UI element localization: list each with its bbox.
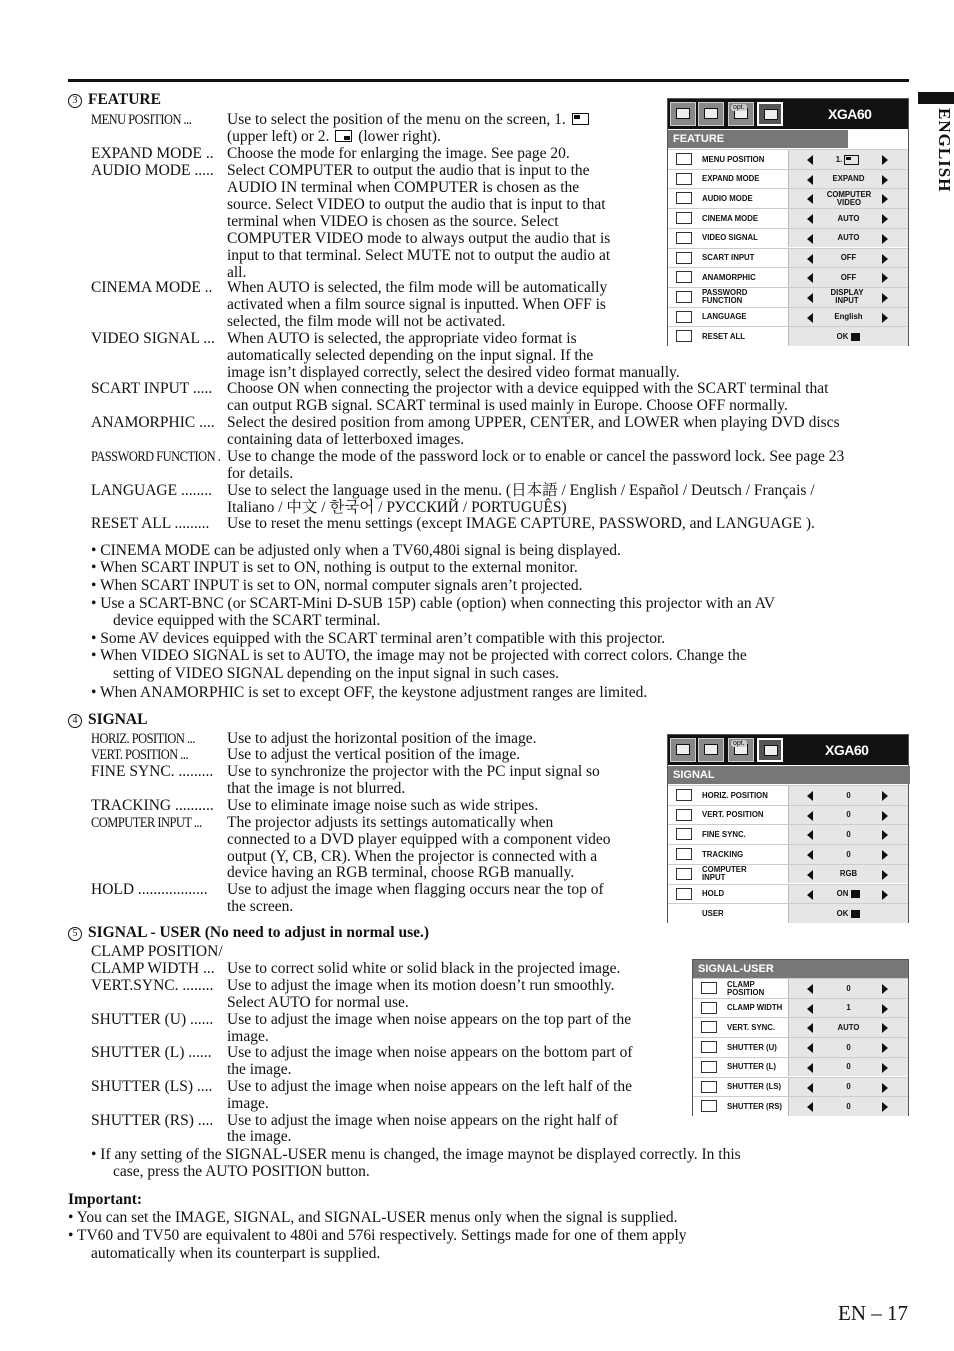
menu-row: HOLD ON <box>668 884 908 904</box>
important-item: automatically when its counterpart is supplied. <box>91 1245 381 1262</box>
signal-user-desc-line: Select AUTO for normal use. <box>227 994 409 1011</box>
signal-user-heading <box>68 924 429 942</box>
menu-row: CLAMP POSITION 0 <box>693 978 908 998</box>
shutter-ls-icon <box>701 1081 717 1093</box>
feature-term-language: LANGUAGE ........ <box>91 482 212 499</box>
feature-desc-line: all. <box>227 264 247 281</box>
upper-left-position-icon <box>572 113 589 125</box>
menu-row: CLAMP WIDTH 1 <box>693 998 908 1018</box>
feature-desc-line: for details. <box>227 465 294 482</box>
menu-row: MENU POSITION 1. <box>668 149 908 169</box>
feature-term-menu-position: MENU POSITION ... <box>91 112 192 128</box>
menu-title-bar: SIGNAL <box>668 766 910 784</box>
menu-row: SHUTTER (RS) 0 <box>693 1096 908 1116</box>
menu-row: ANAMORPHIC OFF <box>668 267 908 287</box>
installation-icon <box>698 102 724 126</box>
signal-user-desc-line: the image. <box>227 1061 292 1078</box>
feature-tab-icon <box>757 102 783 126</box>
video-signal-icon <box>676 232 692 244</box>
section-number: 4 <box>68 714 82 728</box>
shutter-u-icon <box>701 1041 717 1053</box>
image-adjust-icon <box>670 738 696 762</box>
menu-row: SHUTTER (U) 0 <box>693 1037 908 1057</box>
vert-sync-icon <box>701 1021 717 1033</box>
feature-desc-line: Use to select the language used in the menu. (日本語 / English / Español / Deutsch / Français / <box>227 482 815 499</box>
feature-title: FEATURE <box>88 91 161 108</box>
important-item: • TV60 and TV50 are equivalent to 480i and 576i respectively. Settings made for one of them apply <box>68 1227 687 1244</box>
menu-row: PASSWORD FUNCTION DISPLAY INPUT <box>668 287 908 307</box>
menu-row: RESET ALL OK <box>668 326 908 346</box>
enter-icon <box>851 333 860 341</box>
feature-desc-line: automatically selected depending on the input signal. If the <box>227 347 594 364</box>
signal-user-term-shutter-rs: SHUTTER (RS) .... <box>91 1112 214 1129</box>
menu-row: EXPAND MODE EXPAND <box>668 169 908 189</box>
feature-desc-line: selected, the film mode will not be activated. <box>227 313 506 330</box>
vert-position-icon <box>676 809 692 821</box>
signal-desc-line: Use to adjust the vertical position of the image. <box>227 746 521 763</box>
menu-row: FINE SYNC. 0 <box>668 824 908 844</box>
reset-icon <box>676 330 692 342</box>
signal-user-title: SIGNAL - USER (No need to adjust in normal use.) <box>88 924 430 941</box>
signal-desc-line: Use to adjust the horizontal position of the image. <box>227 730 537 747</box>
anamorphic-icon <box>676 271 692 283</box>
feature-desc-line: Select COMPUTER to output the audio that is input to the <box>227 162 590 179</box>
hold-icon <box>676 888 692 900</box>
signal-user-term-clamp-position: CLAMP POSITION/ <box>91 943 223 960</box>
cinema-mode-icon <box>676 212 692 224</box>
shutter-l-icon <box>701 1061 717 1073</box>
menu-row: LANGUAGE English <box>668 307 908 327</box>
menu-row: SHUTTER (L) 0 <box>693 1057 908 1077</box>
language-tab-label: ENGLISH <box>935 108 954 193</box>
menu-row: CINEMA MODE AUTO <box>668 208 908 228</box>
menu-row: TRACKING 0 <box>668 844 908 864</box>
signal-desc-line: The projector adjusts its settings automatically when <box>227 814 554 831</box>
signal-user-desc-line: Use to correct solid white or solid black in the projected image. <box>227 960 621 977</box>
menu-row: HORIZ. POSITION 0 <box>668 785 908 805</box>
feature-desc-reset-all: Use to reset the menu settings (except IMAGE CAPTURE, PASSWORD, and LANGUAGE ). <box>227 515 815 532</box>
language-icon <box>676 311 692 323</box>
feature-term-anamorphic: ANAMORPHIC .... <box>91 414 215 431</box>
menu-header <box>668 735 908 765</box>
signal-menu-panel <box>667 734 909 923</box>
clamp-width-icon <box>701 1002 717 1014</box>
signal-desc-line: the screen. <box>227 898 294 915</box>
scart-input-icon <box>676 252 692 264</box>
signal-desc-line: that the image is not blurred. <box>227 780 406 797</box>
lock-icon <box>676 291 692 303</box>
signal-term-hold: HOLD .................. <box>91 881 208 898</box>
signal-title: SIGNAL <box>88 711 148 728</box>
signal-user-note: case, press the AUTO POSITION button. <box>113 1163 370 1180</box>
installation-icon <box>698 738 724 762</box>
feature-desc-line: source. Select VIDEO to output the audio that is input to that <box>227 196 606 213</box>
feature-desc-menu-position: Use to select the position of the menu on the screen, 1. <box>227 111 591 128</box>
signal-user-desc-line: image. <box>227 1028 269 1045</box>
section-number: 3 <box>68 94 82 108</box>
page-number: EN – 17 <box>838 1301 908 1325</box>
menu-position-icon <box>676 153 692 165</box>
feature-note: setting of VIDEO SIGNAL depending on the input signal in such cases. <box>113 665 559 682</box>
feature-desc-line: Italiano / 中文 / 한국어 / РУССКИЙ / PORTUGUÊS) <box>227 499 567 516</box>
fine-sync-icon <box>676 828 692 840</box>
feature-term-cinema-mode: CINEMA MODE .. <box>91 279 213 296</box>
feature-desc-line: image isn’t displayed correctly, select the desired video format manually. <box>227 364 680 381</box>
feature-note: device equipped with the SCART terminal. <box>113 612 381 629</box>
section-number: 5 <box>68 927 82 941</box>
menu-row: SCART INPUT OFF <box>668 248 908 268</box>
feature-desc-line: AUDIO IN terminal when COMPUTER is chosen as the <box>227 179 580 196</box>
signal-term-tracking: TRACKING .......... <box>91 797 214 814</box>
feature-note: • When ANAMORPHIC is set to except OFF, the keystone adjustment ranges are limited. <box>91 684 648 701</box>
computer-input-icon <box>676 868 692 880</box>
feature-heading <box>68 91 161 109</box>
signal-user-desc-line: Use to adjust the image when noise appears on the top part of the <box>227 1011 632 1028</box>
menu-row: AUDIO MODE COMPUTER VIDEO <box>668 188 908 208</box>
upper-left-position-icon <box>844 155 859 165</box>
feature-desc-menu-position-2: (upper left) or 2. (lower right). <box>227 128 441 145</box>
signal-user-term-shutter-l: SHUTTER (L) ...... <box>91 1044 212 1061</box>
signal-user-desc-line: Use to adjust the image when noise appears on the right half of <box>227 1112 618 1129</box>
feature-desc-line: can output RGB signal. SCART terminal is used mainly in Europe. Choose OFF normally. <box>227 397 788 414</box>
menu-row: VERT. SYNC. AUTO <box>693 1017 908 1037</box>
feature-desc-line: terminal when VIDEO is chosen as the source. Select <box>227 213 559 230</box>
clamp-position-icon <box>701 982 717 994</box>
feature-term-audio-mode: AUDIO MODE ..... <box>91 162 214 179</box>
feature-note: • Use a SCART-BNC (or SCART-Mini D-SUB 15P) cable (option) when connecting this projector with an AV <box>91 595 776 612</box>
feature-note: • Some AV devices equipped with the SCART terminal aren’t compatible with this projector. <box>91 630 666 647</box>
feature-desc-expand-mode: Choose the mode for enlarging the image. See page 20. <box>227 145 570 162</box>
tracking-icon <box>676 848 692 860</box>
important-heading: Important: <box>68 1191 143 1208</box>
option-icon: opt. <box>728 738 754 762</box>
menu-header <box>668 99 908 129</box>
enter-icon <box>851 910 860 918</box>
signal-user-menu-panel <box>692 959 909 1116</box>
signal-term-vert-position: VERT. POSITION ... <box>91 747 189 763</box>
feature-desc-line: input to that terminal. Select MUTE not to output the audio at <box>227 247 611 264</box>
menu-title-bar: FEATURE <box>668 130 848 148</box>
feature-term-expand-mode: EXPAND MODE .. <box>91 145 214 162</box>
signal-term-horiz-position: HORIZ. POSITION ... <box>91 731 195 747</box>
feature-desc-line: When AUTO is selected, the appropriate video format is <box>227 330 577 347</box>
feature-desc-line: activated when a film source signal is inputted. When OFF is <box>227 296 606 313</box>
menu-title-bar: SIGNAL-USER <box>693 960 908 978</box>
signal-user-term-vert-sync: VERT.SYNC. ........ <box>91 977 214 994</box>
option-icon: opt. <box>728 102 754 126</box>
signal-user-desc-line: Use to adjust the image when its motion doesn’t run smoothly. <box>227 977 615 994</box>
feature-desc-line: Select the desired position from among UPPER, CENTER, and LOWER when playing DVD discs <box>227 414 840 431</box>
signal-user-desc-line: image. <box>227 1095 269 1112</box>
feature-desc-line: COMPUTER VIDEO mode to always output the audio that is <box>227 230 611 247</box>
signal-desc-line: device having an RGB terminal, choose RGB manually. <box>227 864 575 881</box>
feature-term-password-function: PASSWORD FUNCTION . <box>91 449 221 465</box>
shutter-rs-icon <box>701 1100 717 1112</box>
signal-heading <box>68 711 147 729</box>
menu-row: VIDEO SIGNAL AUTO <box>668 228 908 248</box>
lower-right-position-icon <box>335 130 352 142</box>
menu-row: SHUTTER (LS) 0 <box>693 1077 908 1097</box>
signal-desc-line: connected to a DVD player equipped with a component video <box>227 831 611 848</box>
header-rule <box>68 79 909 82</box>
enter-icon <box>851 890 860 898</box>
feature-desc-line: When AUTO is selected, the film mode will be automatically <box>227 279 608 296</box>
signal-user-term-shutter-ls: SHUTTER (LS) .... <box>91 1078 213 1095</box>
menu-row: USER OK <box>668 903 908 923</box>
feature-note: • When VIDEO SIGNAL is set to AUTO, the image may not be projected with correct colors. Change the <box>91 647 747 664</box>
image-adjust-icon <box>670 102 696 126</box>
signal-term-computer-input: COMPUTER INPUT ... <box>91 815 202 831</box>
signal-tab-icon <box>757 738 783 762</box>
audio-mode-icon <box>676 192 692 204</box>
model-name: XGA60 <box>828 106 872 122</box>
feature-term-reset-all: RESET ALL ......... <box>91 515 210 532</box>
signal-user-desc-line: Use to adjust the image when noise appears on the left half of the <box>227 1078 633 1095</box>
feature-term-video-signal: VIDEO SIGNAL ... <box>91 330 215 347</box>
signal-user-term-clamp-width: CLAMP WIDTH ... <box>91 960 215 977</box>
signal-user-desc-line: the image. <box>227 1128 292 1145</box>
signal-term-fine-sync: FINE SYNC. ......... <box>91 763 214 780</box>
menu-row: VERT. POSITION 0 <box>668 805 908 825</box>
feature-note: • When SCART INPUT is set to ON, normal computer signals aren’t projected. <box>91 577 583 594</box>
feature-note: • When SCART INPUT is set to ON, nothing is output to the external monitor. <box>91 559 578 576</box>
signal-user-note: • If any setting of the SIGNAL-USER menu is changed, the image maynot be displayed correctly. In this <box>91 1146 741 1163</box>
expand-mode-icon <box>676 173 692 185</box>
language-tab-marker <box>918 92 954 104</box>
menu-row: COMPUTER INPUT RGB <box>668 864 908 884</box>
feature-desc-line: containing data of letterboxed images. <box>227 431 465 448</box>
horiz-position-icon <box>676 789 692 801</box>
signal-desc-line: output (Y, CB, CR). When the projector is connected with a <box>227 848 598 865</box>
feature-term-scart-input: SCART INPUT ..... <box>91 380 213 397</box>
signal-desc-line: Use to adjust the image when flagging occurs near the top of <box>227 881 604 898</box>
signal-user-desc-line: Use to adjust the image when noise appears on the bottom part of <box>227 1044 633 1061</box>
important-item: • You can set the IMAGE, SIGNAL, and SIGNAL-USER menus only when the signal is supplied. <box>68 1209 678 1226</box>
feature-desc-line: Use to change the mode of the password lock or to enable or cancel the password lock. See page 23 <box>227 448 845 465</box>
signal-desc-line: Use to eliminate image noise such as wide stripes. <box>227 797 539 814</box>
signal-user-term-shutter-u: SHUTTER (U) ...... <box>91 1011 214 1028</box>
feature-note: • CINEMA MODE can be adjusted only when a TV60,480i signal is being displayed. <box>91 542 621 559</box>
feature-menu-panel <box>667 98 909 346</box>
signal-desc-line: Use to synchronize the projector with the PC input signal so <box>227 763 600 780</box>
feature-desc-line: Choose ON when connecting the projector with a device equipped with the SCART terminal that <box>227 380 829 397</box>
model-name: XGA60 <box>825 742 869 758</box>
